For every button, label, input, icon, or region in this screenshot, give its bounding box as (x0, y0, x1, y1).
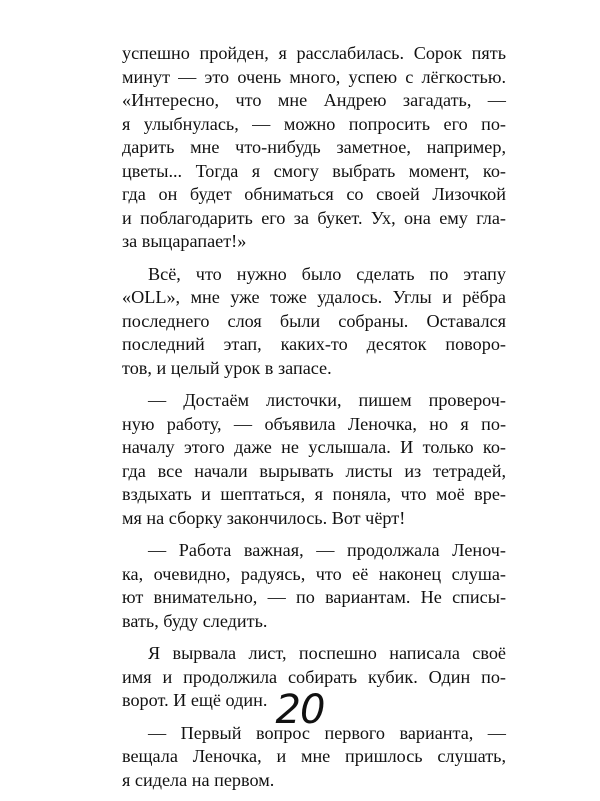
text-line: гда он будет обниматься со своей Лизочкой (122, 184, 506, 204)
text-line: последний этап, каких-то десяток поворо- (122, 334, 506, 354)
text-line: имя и продолжила собирать кубик. Один по- (122, 666, 506, 687)
paragraph (122, 539, 506, 633)
text-line: успешно пройден, я расслабилась. Сорок пять (122, 43, 506, 63)
text-line: и поблагодарить его за букет. Ух, она ему гла- (122, 207, 506, 228)
text-line: я улыбнулась, — можно попросить его по- (122, 113, 506, 134)
text-line: я сидела на первом. (122, 769, 275, 790)
text-line: ную работу, — объявила Леночка, но я по- (122, 413, 506, 434)
text-line: ворот. И ещё один. (122, 690, 268, 710)
paragraph (122, 42, 506, 254)
paragraph (122, 263, 506, 381)
text-line: вать, буду следить. (122, 610, 268, 631)
text-line: последнего слоя были собраны. Оставался (122, 310, 506, 331)
text-line: мя на сборку закончилось. Вот чёрт! (122, 507, 406, 528)
text-line: за выцарапает!» (122, 231, 247, 251)
text-line: вещала Леночка, и мне пришлось слушать, (122, 746, 506, 766)
text-line: вздыхать и шептаться, я поняла, что моё вре- (122, 484, 506, 504)
text-line: ка, очевидно, радуясь, что её наконец слуша- (122, 563, 506, 584)
text-line: — Работа важная, — продолжала Леноч- (148, 540, 506, 560)
text-line: Всё, что нужно было сделать по этапу (148, 263, 506, 284)
text-line: началу этого даже не услышала. И только ко- (122, 437, 506, 457)
text-line: цветы... Тогда я смогу выбрать момент, ко- (122, 160, 506, 181)
text-line: тов, и целый урок в запасе. (122, 357, 332, 378)
text-line: дарить мне что-нибудь заметное, например, (122, 137, 506, 157)
text-line: гда все начали вырывать листы из тетрадей, (122, 460, 506, 481)
text-line: ют внимательно, — по вариантам. Не списы- (122, 587, 506, 607)
page-number: 20 (275, 687, 325, 733)
text-line: — Достаём листочки, пишем провероч- (148, 390, 506, 410)
text-line: «OLL», мне уже тоже удалось. Углы и рёбра (122, 287, 506, 307)
text-line: Я вырвала лист, поспешно написала своё (148, 643, 506, 663)
paragraph (122, 389, 506, 530)
text-line: — Первый вопрос первого варианта, — (148, 722, 506, 743)
text-line: «Интересно, что мне Андрею загадать, — (122, 90, 506, 110)
text-line: минут — это очень много, успею с лёгкостью. (122, 66, 506, 87)
